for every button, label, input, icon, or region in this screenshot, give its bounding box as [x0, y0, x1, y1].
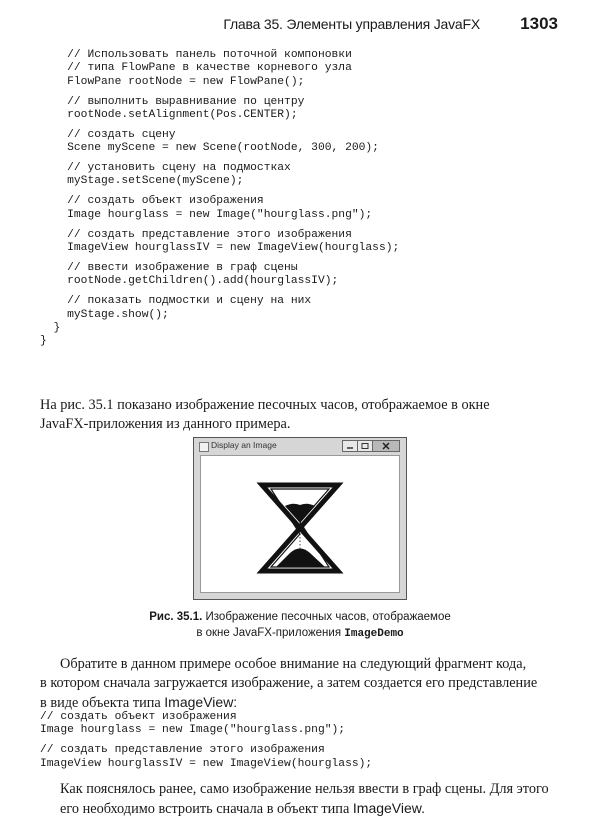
close-icon[interactable]: [372, 440, 400, 452]
code-line: rootNode.getChildren().add(hourglassIV);: [40, 275, 339, 288]
code-line: // создать сцену: [40, 128, 176, 141]
paragraph-line: его необходимо встроить сначала в объект типа: [60, 801, 353, 817]
inline-code: ImageView:: [164, 694, 238, 710]
caption-text: в окне JavaFX-приложения: [196, 627, 345, 639]
window-controls: [343, 440, 400, 451]
code-line: ImageView hourglassIV = new ImageView(hourglass);: [40, 242, 400, 254]
code-line: // создать объект изображения: [40, 711, 237, 723]
paragraph-explanation: [40, 655, 560, 713]
code-line: rootNode.setAlignment(Pos.CENTER);: [40, 108, 298, 121]
code-line: // показать подмостки и сцену на них: [40, 295, 312, 308]
code-blank-line: [40, 222, 399, 229]
paragraph-figure-intro: [40, 396, 560, 434]
caption-label: Рис. 35.1.: [149, 611, 203, 623]
caption-text: Изображение песочных часов, отображаемое: [202, 611, 451, 623]
javafx-window: [193, 437, 407, 600]
code-blank-line: [40, 255, 399, 262]
inline-code: ImageView.: [352, 800, 426, 816]
code-block-snippet: [40, 711, 372, 771]
paragraph-line: Как пояснялось ранее, само изображение нельзя ввести в граф сцены. Для этого: [60, 781, 549, 797]
code-line: // создать объект изображения: [40, 195, 264, 208]
code-line: }: [40, 335, 47, 348]
paragraph-line: JavaFX-приложения из данного примера.: [40, 416, 291, 432]
code-blank-line: [40, 155, 399, 162]
code-blank-line: [40, 289, 399, 296]
code-line: // установить сцену на подмостках: [40, 162, 291, 175]
chapter-title: Глава 35. Элементы управления JavaFX: [223, 16, 480, 32]
code-blank-line: [40, 122, 399, 129]
minimize-icon[interactable]: [342, 440, 358, 452]
code-line: FlowPane rootNode = new FlowPane();: [40, 75, 305, 88]
paragraph-line: в виде объекта типа: [40, 695, 165, 711]
code-line: // Использовать панель поточной компоновки: [40, 49, 352, 61]
code-line: Image hourglass = new Image("hourglass.png");: [40, 724, 346, 737]
app-icon: [199, 442, 209, 452]
code-line: // типа FlowPane в качестве корневого узла: [40, 62, 352, 75]
code-line: // создать представление этого изображения: [40, 228, 352, 241]
code-block-main: [40, 49, 399, 348]
window-client-area: [200, 455, 400, 593]
code-line: // ввести изображение в граф сцены: [40, 261, 298, 274]
code-line: // создать представление этого изображения: [40, 744, 325, 757]
paragraph-line: На рис. 35.1 показано изображение песочных часов, отображаемое в окне: [40, 397, 490, 413]
maximize-icon[interactable]: [357, 440, 373, 452]
page-header: [40, 14, 560, 38]
paragraph-line: в котором сначала загружается изображение, а затем создается его представление: [40, 675, 538, 691]
window-titlebar[interactable]: [194, 438, 406, 454]
code-line: // выполнить выравнивание по центру: [40, 95, 305, 108]
page-number: 1303: [520, 14, 558, 33]
code-line: Image hourglass = new Image("hourglass.png");: [40, 208, 373, 221]
code-line: myStage.setScene(myScene);: [40, 175, 244, 188]
hourglass-image: [201, 456, 399, 592]
caption-code: ImageDemo: [344, 628, 404, 640]
window-title: Display an Image: [211, 440, 277, 450]
code-line: }: [40, 321, 61, 334]
code-line: myStage.show();: [40, 308, 169, 321]
code-line: ImageView hourglassIV = new ImageView(hourglass);: [40, 757, 373, 770]
figure-caption: [40, 609, 560, 642]
code-line: Scene myScene = new Scene(rootNode, 300, 200);: [40, 142, 379, 155]
paragraph-conclusion: [40, 780, 560, 819]
paragraph-line: Обратите в данном примере особое внимание на следующий фрагмент кода,: [60, 656, 527, 672]
code-blank-line: [40, 89, 399, 96]
